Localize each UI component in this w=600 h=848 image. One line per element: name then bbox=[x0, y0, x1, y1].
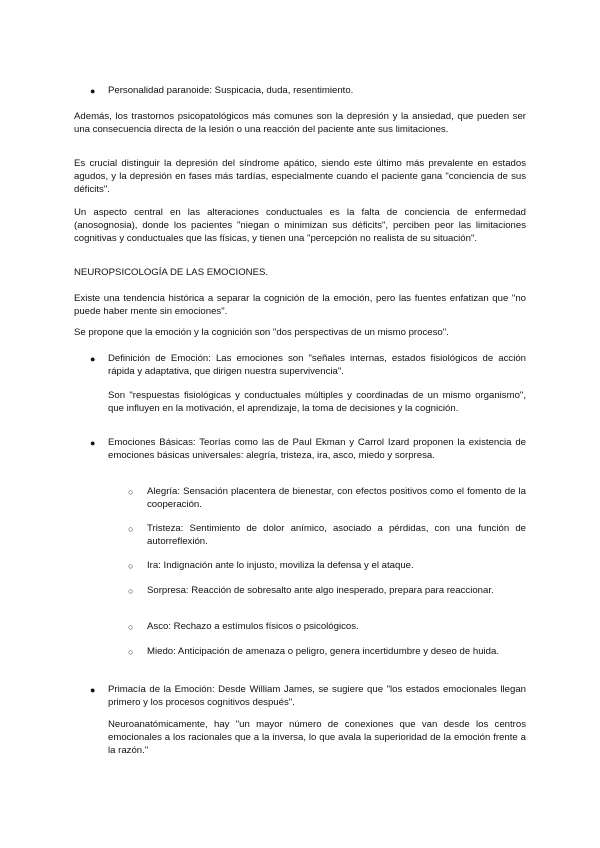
list-item-primacia-emocion: Primacía de la Emoción: Desde William James, se sugiere que "los estados emocionales llegan primero y los procesos cognitivos después". bbox=[108, 684, 526, 708]
sub-item-ira: Ira: Indignación ante lo injusto, moviliza la defensa y el ataque. bbox=[147, 560, 414, 571]
list-item-personalidad-paranoide: Personalidad paranoide: Suspicacia, duda, resentimiento. bbox=[108, 85, 354, 96]
sub-bullet-marker: ○ bbox=[128, 561, 134, 571]
sub-bullet-marker: ○ bbox=[128, 647, 134, 657]
sub-item-miedo: Miedo: Anticipación de amenaza o peligro, genera incertidumbre y deseo de huida. bbox=[147, 646, 499, 657]
list-item-emociones-basicas: Emociones Básicas: Teorías como las de Paul Ekman y Carrol Izard proponen la existencia de emociones básicas universales: alegría, tristeza, ira, asco, miedo y sorpresa. bbox=[108, 437, 526, 461]
paragraph-depresion-apatia: Es crucial distinguir la depresión del síndrome apático, siendo este último más prevalente en estados agudos, y la depresión en fases más tardías, especialmente cuando el paciente gana "conciencia de sus déficits". bbox=[74, 158, 526, 195]
sub-item-alegria: Alegría: Sensación placentera de bienestar, con efectos positivos como el fomento de la cooperación. bbox=[147, 486, 526, 510]
sub-bullet-marker: ○ bbox=[128, 487, 134, 497]
sub-item-tristeza: Tristeza: Sentimiento de dolor anímico, asociado a pérdidas, con una función de autorreflexión. bbox=[147, 523, 526, 547]
bullet-marker: ● bbox=[90, 685, 96, 695]
bullet-marker: ● bbox=[90, 438, 96, 448]
paragraph-trastornos: Además, los trastornos psicopatológicos más comunes son la depresión y la ansiedad, que pueden ser una consecuencia directa de la lesión o una reacción del paciente ante sus limitaciones. bbox=[74, 111, 526, 135]
sub-item-asco: Asco: Rechazo a estímulos físicos o psicológicos. bbox=[147, 621, 359, 632]
list-item-definicion-continuation: Son "respuestas fisiológicas y conductuales múltiples y coordinadas de un mismo organismo", que influyen en la motivación, el aprendizaje, la toma de decisiones y la cognición. bbox=[108, 390, 526, 414]
sub-bullet-marker: ○ bbox=[128, 622, 134, 632]
paragraph-dos-perspectivas: Se propone que la emoción y la cognición son "dos perspectivas de un mismo proceso". bbox=[74, 327, 449, 338]
sub-bullet-marker: ○ bbox=[128, 524, 134, 534]
sub-item-sorpresa: Sorpresa: Reacción de sobresalto ante algo inesperado, prepara para reaccionar. bbox=[147, 585, 494, 596]
paragraph-anosognosia: Un aspecto central en las alteraciones conductuales es la falta de conciencia de enfermedad (anosognosia), donde los pacientes "niegan o minimizan sus déficits", perciben peor las limitaciones cognitivas y conductuales que las físicas, y tienen una "percepción no realista de su situación". bbox=[74, 207, 526, 244]
sub-bullet-marker: ○ bbox=[128, 586, 134, 596]
list-item-primacia-continuation: Neuroanatómicamente, hay "un mayor número de conexiones que van desde los centros emocionales a los racionales que a la inversa, lo que avala la superioridad de la emoción frente a la razón." bbox=[108, 719, 526, 756]
section-heading: NEUROPSICOLOGÍA DE LAS EMOCIONES. bbox=[74, 267, 269, 278]
list-item-definicion-emocion: Definición de Emoción: Las emociones son "señales internas, estados fisiológicos de acción rápida y adaptativa, que dirigen nuestra supervivencia". bbox=[108, 353, 526, 377]
paragraph-cognicion-emocion: Existe una tendencia histórica a separar la cognición de la emoción, pero las fuentes enfatizan que "no puede haber mente sin emociones". bbox=[74, 293, 526, 317]
bullet-marker: ● bbox=[90, 354, 96, 364]
bullet-marker: ● bbox=[90, 86, 96, 96]
